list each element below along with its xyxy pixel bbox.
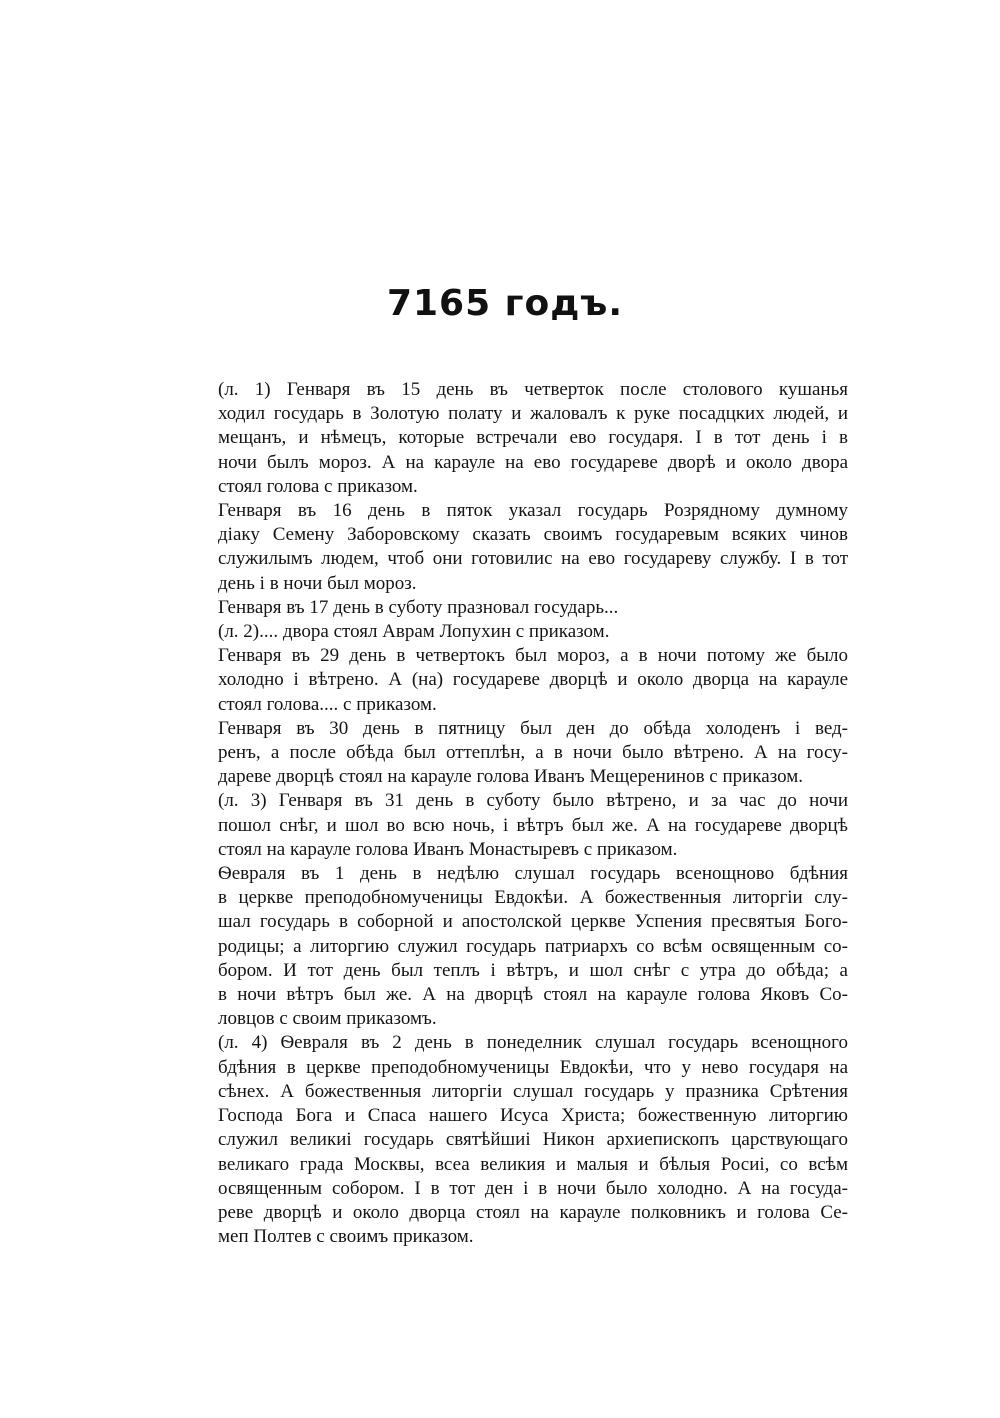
text-line: день і в ночи был мороз.: [218, 572, 417, 594]
paragraph: [172, 620, 848, 644]
text-line: бором. И тот день был теплъ і вѣтръ, и шол снѣг с утра до обѣда; а: [218, 959, 848, 981]
text-line: ходил государь в Золотую полату и жаловалъ к руке посадцких людей, и: [218, 403, 848, 425]
text-line: (л. 3) Генваря въ 31 день в суботу было вѣтрено, и за час до ночи: [218, 790, 848, 812]
text-line: дареве дворцѣ стоял на карауле голова Иванъ Мещеренинов с приказом.: [218, 766, 804, 788]
text-line: Генваря въ 30 день в пятницу был ден до обѣда холоденъ і вед-: [218, 717, 848, 739]
text-line: мещанъ, и нѣмецъ, которые встречали ево государя. I в тот день і в: [218, 427, 848, 449]
text-line: Генваря въ 17 день в суботу празновал государь...: [218, 596, 619, 618]
page-title: 7165 годъ.: [386, 283, 624, 324]
paragraph: [172, 596, 848, 620]
text-line: в ночи вѣтръ был же. А на дворцѣ стоял на карауле голова Яковъ Со-: [218, 984, 848, 1006]
paragraph: [172, 378, 848, 499]
text-line: освященным собором. I в тот ден і в ночи было холодно. А на госуда-: [218, 1177, 848, 1199]
text-line: стоял на карауле голова Иванъ Монастыревъ с приказом.: [218, 838, 678, 860]
paragraph: [172, 862, 848, 1031]
text-line: сѣнех. А божественныя литоргіи слушал государь у празника Срѣтения: [218, 1080, 848, 1102]
text-line: великаго града Москвы, всеа великия и малыя и бѣлыя Росиі, со всѣм: [218, 1153, 848, 1175]
paragraph: [172, 499, 848, 596]
text-line: Генваря въ 29 день в четвертокъ был мороз, а в ночи потому же было: [218, 645, 848, 667]
text-line: Господа Бога и Спаса нашего Исуса Христа; божественную литоргию: [218, 1105, 848, 1127]
text-line: меп Полтев с своимъ приказом.: [218, 1226, 474, 1248]
text-body: [172, 378, 848, 1249]
text-line: стоял голова.... с приказом.: [218, 693, 437, 715]
text-line: бдѣния в церкве преподобномученицы Евдокѣи, что у нево государя на: [218, 1056, 848, 1078]
text-line: (л. 2).... двора стоял Аврам Лопухин с приказом.: [218, 621, 610, 643]
text-line: служилымъ людем, чтоб они готовилис на ево государеву службу. I в тот: [218, 548, 848, 570]
text-line: ночи былъ мороз. А на карауле на ево государеве дворѣ и около двора: [218, 451, 848, 473]
text-line: шал государь в соборной и апостолской церкве Успения пресвятыя Бого-: [218, 911, 848, 933]
paragraph: [172, 1031, 848, 1249]
text-line: холодно і вѣтрено. А (на) государеве дворцѣ и около дворца на карауле: [218, 669, 848, 691]
text-line: (л. 1) Генваря въ 15 день въ четверток после столового кушанья: [218, 379, 848, 400]
text-line: служил великиі государь святѣйшиі Никон архиепископъ царствующаго: [218, 1129, 848, 1151]
text-line: діаку Семену Заборовскому сказать своимъ государевым всяких чинов: [218, 524, 848, 546]
text-line: реве дворцѣ и около дворца стоял на карауле полковникъ и голова Се-: [218, 1201, 848, 1223]
paragraph: [172, 644, 848, 717]
text-line: в церкве преподобномученицы Евдокѣи. А божественныя литоргіи слу-: [218, 887, 848, 909]
paragraph: [172, 717, 848, 790]
text-line: Ѳевраля въ 1 день в недѣлю слушал государь всенощново бдѣния: [218, 863, 848, 885]
text-line: пошол снѣг, и шол во всю ночь, і вѣтръ был же. А на государеве дворцѣ: [218, 814, 848, 836]
text-line: (л. 4) Ѳевраля въ 2 день в понеделник слушал государь всенощного: [218, 1032, 848, 1054]
text-line: стоял голова с приказом.: [218, 475, 418, 497]
text-line: родицы; а литоргию служил государь патриархъ со всѣм освященным со-: [218, 935, 848, 957]
paragraph: [172, 789, 848, 862]
text-line: ренъ, а после обѣда был оттеплѣн, а в ночи было вѣтрено. А на госу-: [218, 742, 848, 764]
text-line: Генваря въ 16 день в пяток указал государь Розрядному думному: [218, 500, 848, 522]
text-line: ловцов с своим приказомъ.: [218, 1008, 437, 1030]
